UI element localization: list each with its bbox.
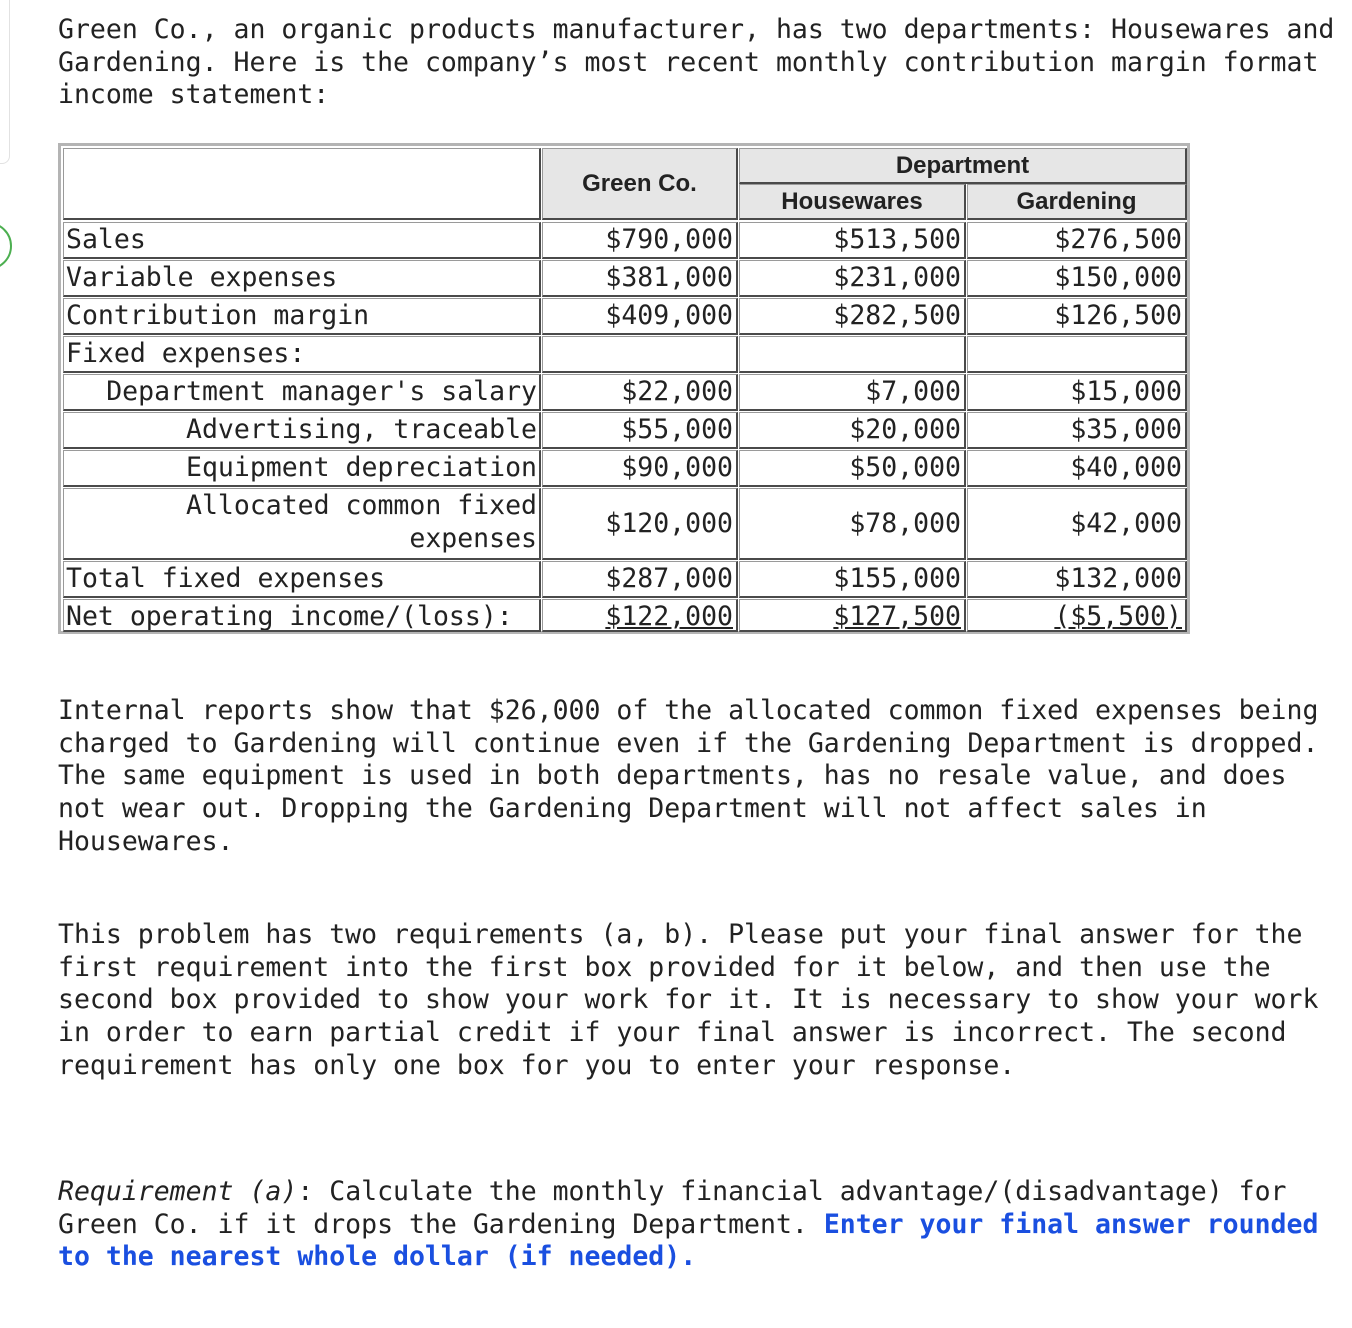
income-statement-table <box>58 143 1190 634</box>
allocated-label-line1: Allocated common fixed <box>186 490 537 521</box>
sales-gardening: $276,500 <box>967 222 1187 259</box>
depreciation-green: $90,000 <box>542 450 738 487</box>
header-label-blank <box>63 148 541 220</box>
header-department: Department <box>739 148 1187 184</box>
advertising-green: $55,000 <box>542 412 738 449</box>
row-label-manager-salary: Department manager's salary <box>63 374 541 411</box>
row-label-fixed-expenses: Fixed expenses: <box>63 336 541 373</box>
internal-reports-paragraph: Internal reports show that $26,000 of the allocated common fixed expenses being charged to Gardening will continue even if the Gardening Department is dropped. The same equipment is used in both departments, has no resale value, and does not wear out. Dropping the Gardening Department will not affect sales in Housewares. <box>58 695 1319 857</box>
sales-green: $790,000 <box>542 222 738 259</box>
contribution-housewares: $282,500 <box>739 298 966 335</box>
manager-salary-green: $22,000 <box>542 374 738 411</box>
requirement-a-emphasis: Enter your final answer rounded to the nearest whole dollar (if needed). <box>58 1208 1319 1273</box>
contribution-green: $409,000 <box>542 298 738 335</box>
fixed-header-gardening-blank <box>967 336 1187 373</box>
allocated-label-line2: expenses <box>409 523 537 554</box>
status-circle-icon <box>0 222 12 270</box>
advertising-gardening: $35,000 <box>967 412 1187 449</box>
manager-salary-gardening: $15,000 <box>967 374 1187 411</box>
variable-housewares: $231,000 <box>739 260 966 297</box>
sales-housewares: $513,500 <box>739 222 966 259</box>
header-housewares: Housewares <box>739 184 966 220</box>
row-label-net-operating-income: Net operating income/(loss): <box>63 599 541 632</box>
row-label-variable-expenses: Variable expenses <box>63 260 541 297</box>
depreciation-gardening: $40,000 <box>967 450 1187 487</box>
row-label-total-fixed-expenses: Total fixed expenses <box>63 561 541 598</box>
row-label-equipment-depreciation: Equipment depreciation <box>63 450 541 487</box>
net-income-housewares: $127,500 <box>739 599 966 632</box>
requirements-note-paragraph: This problem has two requirements (a, b). Please put your final answer for the first requirement into the first box provided for it below, and then use the second box provided to show your work for it. It is necessary to show your work in order to earn partial credit if your final answer is incorrect. The second requirement has only one box for you to enter your response. <box>58 919 1319 1081</box>
row-label-contribution-margin: Contribution margin <box>63 298 541 335</box>
contribution-gardening: $126,500 <box>967 298 1187 335</box>
variable-green: $381,000 <box>542 260 738 297</box>
requirement-a-paragraph <box>58 1176 1342 1274</box>
total-fixed-green: $287,000 <box>542 561 738 598</box>
intro-paragraph: Green Co., an organic products manufacturer, has two departments: Housewares and Gardening. Here is the company’s most recent monthly contribution margin format income statement: <box>58 14 1335 111</box>
fixed-header-housewares-blank <box>739 336 966 373</box>
row-label-advertising: Advertising, traceable <box>63 412 541 449</box>
allocated-housewares: $78,000 <box>739 488 966 560</box>
depreciation-housewares: $50,000 <box>739 450 966 487</box>
net-income-green: $122,000 <box>542 599 738 632</box>
row-label-sales: Sales <box>63 222 541 259</box>
advertising-housewares: $20,000 <box>739 412 966 449</box>
total-fixed-gardening: $132,000 <box>967 561 1187 598</box>
side-panel-frame <box>0 0 10 164</box>
allocated-gardening: $42,000 <box>967 488 1187 560</box>
row-label-allocated-common-fixed <box>63 488 541 560</box>
requirement-a-label: Requirement (a) <box>58 1176 298 1207</box>
manager-salary-housewares: $7,000 <box>739 374 966 411</box>
header-green-co: Green Co. <box>542 148 738 220</box>
allocated-green: $120,000 <box>542 488 738 560</box>
variable-gardening: $150,000 <box>967 260 1187 297</box>
total-fixed-housewares: $155,000 <box>739 561 966 598</box>
fixed-header-green-blank <box>542 336 738 373</box>
requirement-a-text: : Calculate the monthly financial advantage/(disadvantage) for Green Co. if it drops the Gardening Department. <box>58 1176 1287 1240</box>
header-gardening: Gardening <box>967 184 1187 220</box>
net-income-gardening: ($5,500) <box>967 599 1187 632</box>
